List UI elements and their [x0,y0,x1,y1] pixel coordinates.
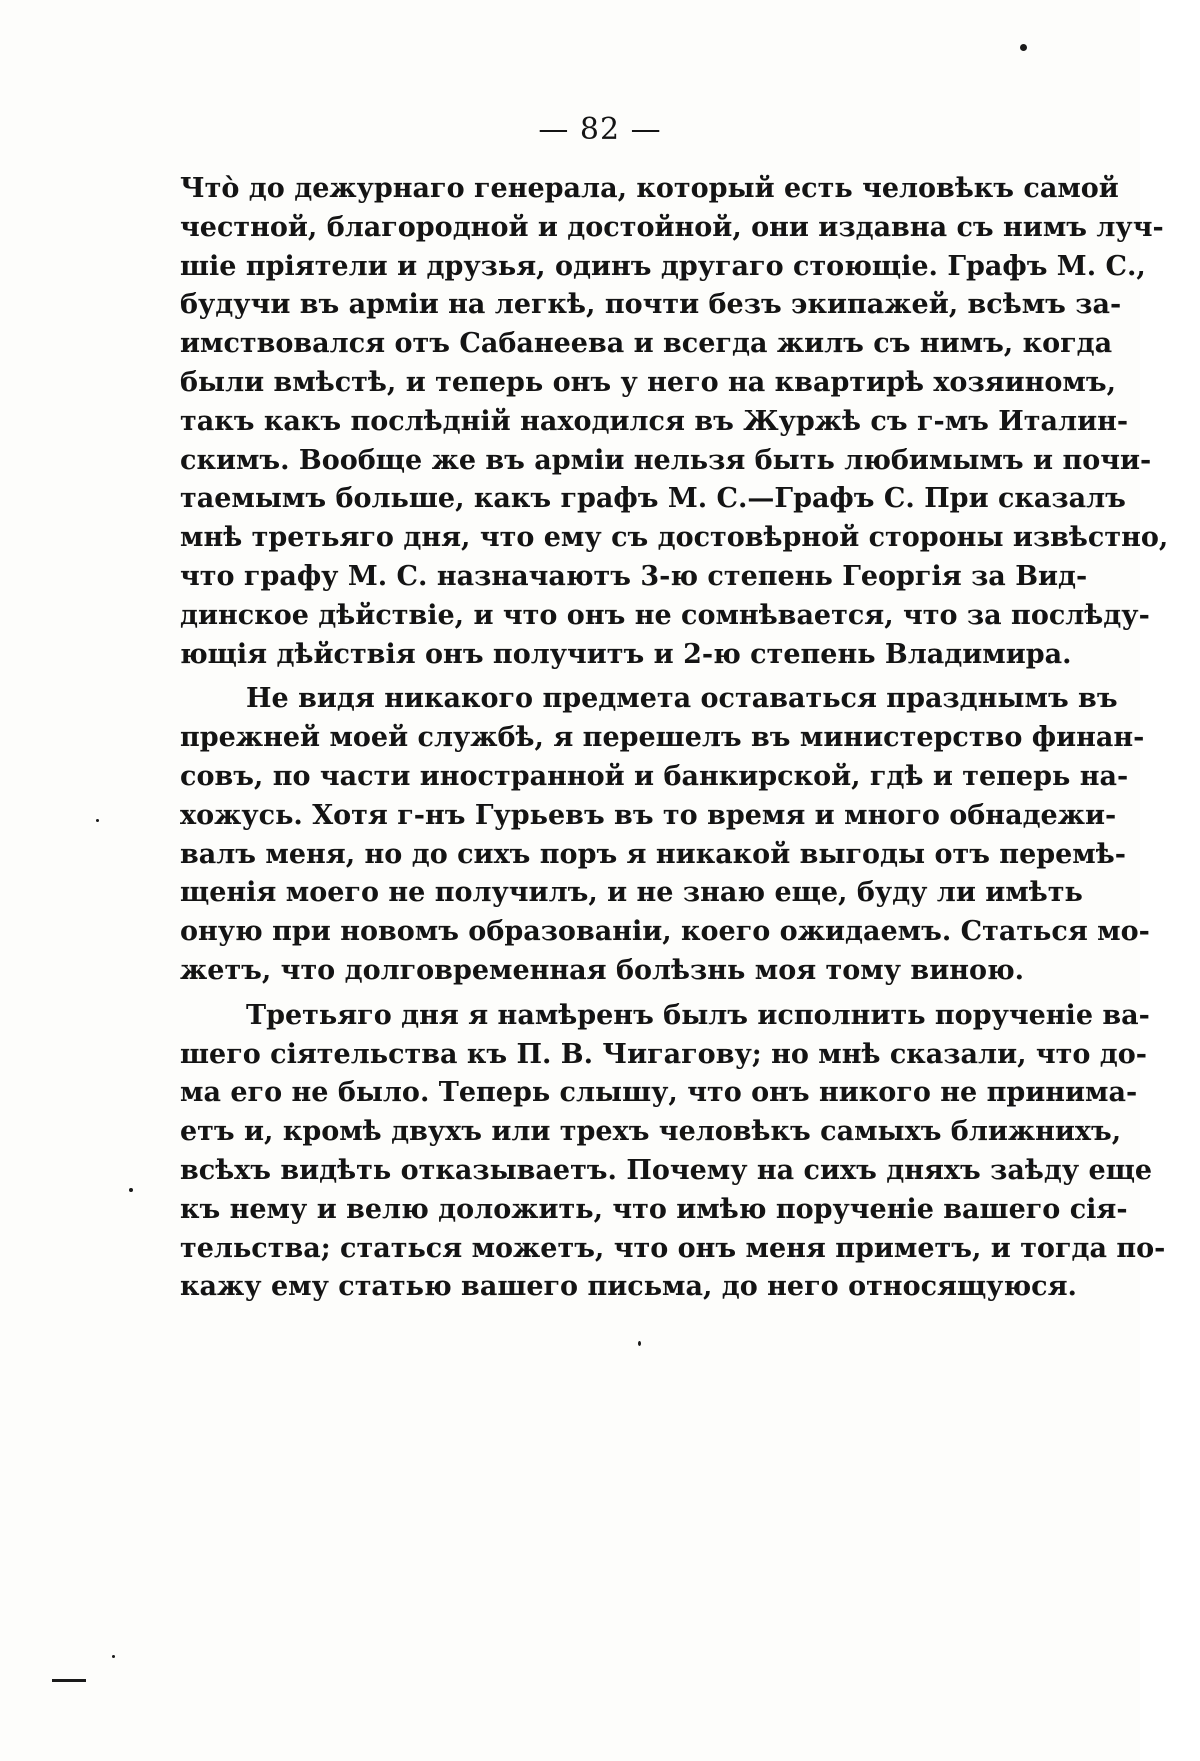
text-line: совъ, по части иностранной и банкирской, гдѣ и теперь на- [180,760,1129,792]
text-line: были вмѣстѣ, и теперь онъ у него на квартирѣ хозяиномъ, [180,366,1116,398]
text-line: такъ какъ послѣдній находился въ Журжѣ съ г-мъ Италин- [180,405,1129,437]
text-line: тельства; статься можетъ, что онъ меня приметъ, и тогда по- [180,1232,1166,1264]
ink-speck [112,1655,115,1658]
text-line: таемымъ больше, какъ графъ М. С.—Графъ С. При сказалъ [180,483,1126,515]
margin-rule [52,1679,86,1682]
text-line: ма его не было. Теперь слышу, что онъ никого не принима- [180,1077,1138,1109]
text-line: оную при новомъ образованіи, коего ожидаемъ. Статься мо- [180,916,1150,948]
text-line: всѣхъ видѣть отказываетъ. Почему на сихъ дняхъ заѣду еще [180,1154,1153,1186]
text-line: жетъ, что долговременная болѣзнь моя тому виною. [180,954,1025,986]
paragraph-1 [180,170,1169,674]
text-line: что графу М. С. назначаютъ 3-ю степень Георгія за Вид- [180,560,1088,592]
text-line: имствовался отъ Сабанеева и всегда жилъ съ нимъ, когда [180,328,1113,360]
ink-speck [129,1188,133,1192]
ink-speck [96,819,99,822]
ink-speck [1020,44,1027,51]
text-line: Чтò до дежурнаго генерала, который есть человѣкъ самой [180,173,1119,204]
text-line: честной, благородной и достойной, они издавна съ нимъ луч- [180,211,1164,243]
text-line: будучи въ арміи на легкѣ, почти безъ экипажей, всѣмъ за- [180,289,1122,321]
text-line: Не видя никакого предмета оставаться празднымъ въ [246,683,1118,715]
text-line: Третьяго дня я намѣренъ былъ исполнить порученіе ва- [246,999,1150,1031]
page-number: — 82 — [538,112,662,147]
text-line: кажу ему статью вашего письма, до него относящуюся. [180,1271,1077,1303]
text-line: валъ меня, но до сихъ поръ я никакой выгоды отъ перемѣ- [180,838,1126,870]
paragraph-2 [180,680,1150,990]
ink-speck [638,1341,641,1346]
text-line: къ нему и велю доложить, что имѣю порученіе вашего сія- [180,1193,1128,1225]
text-line: динское дѣйствіе, и что онъ не сомнѣвается, что за послѣду- [180,599,1150,631]
paragraph-3 [180,997,1166,1307]
text-line: мнѣ третьяго дня, что ему съ достовѣрной стороны извѣстно, [180,522,1169,554]
text-line: ющія дѣйствія онъ получитъ и 2-ю степень Владимира. [180,638,1072,670]
text-line: етъ и, кромѣ двухъ или трехъ человѣкъ самыхъ ближнихъ, [180,1116,1122,1148]
text-line: прежней моей службѣ, я перешелъ въ министерство финан- [180,722,1145,754]
text-line: шіе пріятели и друзья, одинъ другаго стоющіе. Графъ М. С., [180,250,1146,282]
text-line: хожусь. Хотя г-нъ Гурьевъ въ то время и много обнадежи- [180,799,1117,831]
text-line: щенія моего не получилъ, и не знаю еще, буду ли имѣть [180,877,1083,909]
text-line: шего сіятельства къ П. В. Чигагову; но мнѣ сказали, что до- [180,1038,1148,1070]
text-body [180,170,1169,1307]
text-line: скимъ. Вообще же въ арміи нельзя быть любимымъ и почи- [180,444,1152,476]
